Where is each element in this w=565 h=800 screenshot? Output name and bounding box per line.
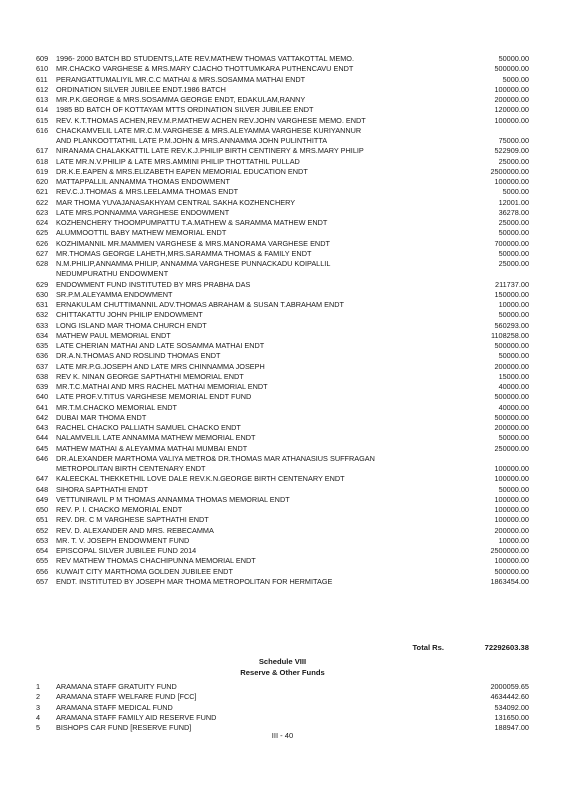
table-row: [36, 300, 529, 310]
row-amount: 2500000.00: [490, 166, 529, 176]
row-amount: 100000.00: [494, 474, 529, 484]
row-number: 614: [36, 105, 49, 115]
row-description: NALAMVELIL LATE ANNAMMA MATHEW MEMORIAL ENDT: [56, 433, 256, 443]
row-description: ARAMANA STAFF GRATUITY FUND: [56, 682, 177, 691]
row-amount: 10000.00: [498, 535, 529, 545]
row-description: ALUMMOOTTIL BABY MATHEW MEMORIAL ENDT: [56, 228, 227, 238]
table-row: [36, 485, 529, 495]
row-number: 619: [36, 166, 49, 176]
row-amount: 100000.00: [494, 115, 529, 125]
table-row: [36, 157, 529, 167]
table-row: [36, 269, 529, 279]
row-number: 656: [36, 566, 49, 576]
table-row: [36, 239, 529, 249]
row-description: ENDOWMENT FUND INSTITUTED BY MRS PRABHA DAS: [56, 279, 251, 289]
table-row: [36, 495, 529, 505]
schedule-title: Schedule VIII: [258, 657, 307, 666]
row-number: 4: [36, 712, 41, 722]
row-number: 657: [36, 576, 49, 586]
table-row: [36, 567, 529, 577]
schedule-subtitle: Reserve & Other Funds: [240, 668, 325, 677]
row-description: PERANGATTUMALIYIL MR.C.C MATHAI & MRS.SOSAMMA MATHAI ENDT: [56, 74, 306, 84]
table-row: [36, 505, 529, 515]
table-row: [36, 208, 529, 218]
row-number: 624: [36, 218, 49, 227]
row-description: MATHEW PAUL MEMORIAL ENDT: [56, 330, 171, 340]
total-label: Total Rs.: [412, 643, 444, 652]
row-description: EPISCOPAL SILVER JUBILEE FUND 2014: [56, 546, 197, 555]
row-description: METROPOLITAN BIRTH CENTENARY ENDT: [56, 464, 206, 473]
row-amount: 100000.00: [494, 494, 529, 504]
table-row: [36, 392, 529, 402]
row-description: DR.A.N.THOMAS AND ROSLIND THOMAS ENDT: [56, 351, 221, 361]
row-description: REV. K.T.THOMAS ACHEN,REV.M.P.MATHEW ACHEN REV.JOHN VARGHESE MEMO. ENDT: [56, 115, 366, 125]
row-amount: 200000.00: [494, 95, 529, 104]
table-row: [36, 413, 529, 423]
row-description: ORDINATION SILVER JUBILEE ENDT.1986 BATCH: [56, 84, 226, 94]
row-amount: 25000.00: [498, 259, 529, 268]
row-number: 633: [36, 320, 49, 330]
row-number: 654: [36, 546, 49, 555]
row-description: SIHORA SAPTHATHI ENDT: [56, 484, 148, 494]
row-number: 628: [36, 259, 49, 268]
row-amount: 500000.00: [494, 566, 529, 576]
row-description: BISHOPS CAR FUND [RESERVE FUND]: [56, 723, 192, 732]
table-row: [36, 474, 529, 484]
row-description: KUWAIT CITY MARTHOMA GOLDEN JUBILEE ENDT: [56, 566, 233, 576]
row-amount: 534092.00: [494, 702, 529, 712]
table-row: [36, 546, 529, 556]
row-description: ENDT. INSTITUTED BY JOSEPH MAR THOMA METROPOLITAN FOR HERMITAGE: [56, 576, 333, 586]
row-description: MAR THOMA YUVAJANASAKHYAM CENTRAL SAKHA KOZHENCHERY: [56, 197, 296, 207]
table-row: [36, 515, 529, 525]
row-number: 644: [36, 433, 49, 443]
row-description: ARAMANA STAFF WELFARE FUND [FCC]: [56, 692, 197, 702]
row-amount: 15000.00: [498, 371, 529, 381]
row-number: 652: [36, 525, 49, 535]
row-description: ARAMANA STAFF MEDICAL FUND: [56, 702, 173, 712]
row-amount: 150000.00: [494, 289, 529, 299]
row-description: KOZHIMANNIL MR.MAMMEN VARGHESE & MRS.MANORAMA VARGHESE ENDT: [56, 238, 330, 248]
row-amount: 2000059.65: [490, 682, 529, 691]
row-description: REV. D. ALEXANDER AND MRS. REBECAMMA: [56, 525, 214, 535]
row-description: LATE CHERIAN MATHAI AND LATE SOSAMMA MATHAI ENDT: [56, 341, 265, 350]
table-row: [36, 167, 529, 177]
row-number: 612: [36, 84, 49, 94]
row-amount: 50000.00: [498, 310, 529, 320]
row-description: LATE MR.N.V.PHILIP & LATE MRS.AMMINI PHILIP THOTTATHIL PULLAD: [56, 156, 300, 166]
row-description: REV. DR. C M VARGHESE SAPTHATHI ENDT: [56, 515, 209, 525]
row-amount: 120000.00: [494, 105, 529, 115]
table-row: [36, 526, 529, 536]
table-row: [36, 372, 529, 382]
row-amount: 200000.00: [494, 423, 529, 432]
row-amount: 50000.00: [498, 351, 529, 361]
row-amount: 250000.00: [494, 443, 529, 453]
row-amount: 500000.00: [494, 392, 529, 402]
row-amount: 131650.00: [494, 712, 529, 722]
row-description: LONG ISLAND MAR THOMA CHURCH ENDT: [56, 320, 207, 330]
table-row: [36, 713, 529, 723]
row-amount: 100000.00: [494, 84, 529, 94]
row-description: ARAMANA STAFF FAMILY AID RESERVE FUND: [56, 712, 217, 722]
row-number: 610: [36, 64, 49, 74]
row-amount: 75000.00: [498, 136, 529, 145]
row-number: 637: [36, 361, 49, 371]
row-number: 621: [36, 187, 49, 197]
row-number: 623: [36, 207, 49, 217]
row-description: NEDUMPURATHU ENDOWMENT: [56, 269, 169, 279]
row-amount: 522909.00: [494, 146, 529, 156]
row-number: 630: [36, 289, 49, 299]
row-number: 642: [36, 412, 49, 422]
row-description: REV. P. I. CHACKO MEMORIAL ENDT: [56, 505, 183, 514]
table-row: [36, 341, 529, 351]
table-row: [36, 464, 529, 474]
row-number: 634: [36, 330, 49, 340]
row-amount: 500000.00: [494, 341, 529, 350]
row-amount: 211737.00: [495, 279, 529, 289]
table-row: [36, 116, 529, 126]
row-amount: 200000.00: [494, 361, 529, 371]
row-description: KALEECKAL THEKKETHIL LOVE DALE REV.K.N.GEORGE BIRTH CENTENARY ENDT: [56, 474, 345, 484]
row-amount: 188947.00: [494, 723, 529, 732]
table-row: [36, 259, 529, 269]
table-row: [36, 703, 529, 713]
row-number: 639: [36, 382, 49, 391]
row-amount: 1108258.00: [490, 330, 529, 340]
row-amount: 500000.00: [494, 64, 529, 74]
row-description: REV.C.J.THOMAS & MRS.LEELAMMA THOMAS ENDT: [56, 187, 239, 197]
row-amount: 50000.00: [498, 54, 529, 63]
row-number: 651: [36, 515, 49, 525]
row-description: AND PLANKOOTTATHIL LATE P.M.JOHN & MRS.ANNAMMA JOHN PULINTHITTA: [56, 136, 328, 145]
row-description: MR.P.K.GEORGE & MRS.SOSAMMA GEORGE ENDT, EDAKULAM,RANNY: [56, 95, 306, 104]
row-description: MR. T. V. JOSEPH ENDOWMENT FUND: [56, 535, 190, 545]
row-amount: 1863454.00: [490, 576, 529, 586]
row-number: 638: [36, 371, 49, 381]
row-description: MR.CHACKO VARGHESE & MRS.MARY CJACHO THOTTUMKARA PUTHENCAVU ENDT: [56, 64, 354, 74]
table-row: [36, 75, 529, 85]
row-description: REV K. NINAN GEORGE SAPTHATHI MEMORIAL ENDT: [56, 371, 244, 381]
row-description: MATTAPPALLIL ANNAMMA THOMAS ENDOWMENT: [56, 177, 230, 186]
row-number: 643: [36, 423, 49, 432]
table-row: [36, 321, 529, 331]
table-row: [36, 351, 529, 361]
table-row: [36, 403, 529, 413]
row-number: 618: [36, 156, 49, 166]
row-description: RACHEL CHACKO PALLIATH SAMUEL CHACKO ENDT: [56, 423, 241, 432]
row-description: N.M.PHILIP,ANNAMMA PHILIP, ANNAMMA VARGHESE PUNNACKADU KOIPALLIL: [56, 259, 331, 268]
row-number: 627: [36, 248, 49, 258]
table-row: [36, 556, 529, 566]
row-number: 635: [36, 341, 49, 350]
row-amount: 100000.00: [494, 464, 529, 473]
row-description: MR.THOMAS GEORGE LAHETH,MRS.SARAMMA THOMAS & FAMILY ENDT: [56, 248, 312, 258]
table-row: [36, 433, 529, 443]
row-number: 615: [36, 115, 49, 125]
row-number: 645: [36, 443, 49, 453]
row-amount: 560293.00: [494, 320, 529, 330]
table-row: [36, 692, 529, 702]
row-description: 1996- 2000 BATCH BD STUDENTS,LATE REV.MATHEW THOMAS VATTAKOTTAL MEMO.: [56, 54, 355, 63]
row-amount: 50000.00: [498, 484, 529, 494]
row-number: 641: [36, 402, 49, 412]
row-amount: 36278.00: [498, 207, 529, 217]
table-row: [36, 382, 529, 392]
row-description: DUBAI MAR THOMA ENDT: [56, 412, 147, 422]
table-row: [36, 177, 529, 187]
row-number: 646: [36, 453, 49, 463]
row-amount: 50000.00: [498, 228, 529, 238]
row-number: 636: [36, 351, 49, 361]
table-row: [36, 577, 529, 587]
table-row: [36, 54, 529, 64]
row-description: CHACKAMVELIL LATE MR.C.M.VARGHESE & MRS.ALEYAMMA VARGHESE KURIYANNUR: [56, 125, 362, 135]
table-row: [36, 146, 529, 156]
row-description: SR.P.M.ALEYAMMA ENDOWMENT: [56, 289, 173, 299]
row-amount: 700000.00: [494, 238, 529, 248]
table-row: [36, 290, 529, 300]
row-amount: 200000.00: [494, 525, 529, 535]
table-row: [36, 218, 529, 228]
row-description: 1985 BD BATCH OF KOTTAYAM MTTS ORDINATION SILVER JUBILEE ENDT: [56, 105, 314, 115]
row-description: MR.T.M.CHACKO MEMORIAL ENDT: [56, 402, 177, 412]
row-description: MATHEW MATHAI & ALEYAMMA MATHAI MUMBAI ENDT: [56, 443, 248, 453]
table-row: [36, 64, 529, 74]
row-amount: 25000.00: [498, 156, 529, 166]
row-number: 653: [36, 535, 49, 545]
table-row: [36, 136, 529, 146]
row-number: 617: [36, 146, 49, 156]
table-row: [36, 126, 529, 136]
row-amount: 50000.00: [498, 433, 529, 443]
row-amount: 10000.00: [498, 300, 529, 309]
table-row: [36, 187, 529, 197]
row-description: LATE MRS.PONNAMMA VARGHESE ENDOWMENT: [56, 207, 230, 217]
row-description: DR.ALEXANDER MARTHOMA VALIYA METRO& DR.THOMAS MAR ATHANASIUS SUFFRAGAN: [56, 453, 375, 463]
row-amount: 2500000.00: [490, 546, 529, 555]
row-amount: 100000.00: [494, 556, 529, 566]
table-row: [36, 95, 529, 105]
table-row: [36, 423, 529, 433]
row-number: 613: [36, 95, 49, 104]
row-number: 626: [36, 238, 49, 248]
row-number: 2: [36, 692, 41, 702]
row-number: 632: [36, 310, 49, 320]
row-description: KOZHENCHERY THOOMPUMPATTU T.A.MATHEW & SARAMMA MATHEW ENDT: [56, 218, 328, 227]
row-description: ERNAKULAM CHUTTIMANNIL ADV.THOMAS ABRAHAM & SUSAN T.ABRAHAM ENDT: [56, 300, 345, 309]
row-number: 647: [36, 474, 49, 484]
row-description: NIRANAMA CHALAKKATTIL LATE REV.K.J.PHILIP BIRTH CENTINERY & MRS.MARY PHILIP: [56, 146, 364, 156]
row-amount: 25000.00: [498, 218, 529, 227]
row-number: 609: [36, 54, 49, 63]
row-number: 620: [36, 177, 49, 186]
row-number: 650: [36, 505, 49, 514]
row-description: LATE MR.P.G.JOSEPH AND LATE MRS CHINNAMMA JOSEPH: [56, 361, 265, 371]
row-description: MR.T.C.MATHAI AND MRS RACHEL MATHAI MEMORIAL ENDT: [56, 382, 268, 391]
endowment-list: [36, 54, 529, 587]
total-value: 72292603.38: [484, 643, 529, 652]
table-row: [36, 536, 529, 546]
row-description: VETTUNIRAVIL P M THOMAS ANNAMMA THOMAS MEMORIAL ENDT: [56, 494, 290, 504]
row-number: 622: [36, 197, 49, 207]
row-number: 648: [36, 484, 49, 494]
row-number: 3: [36, 702, 41, 712]
row-amount: 5000.00: [502, 74, 529, 84]
row-description: REV MATHEW THOMAS CHACHIPUNNA MEMORIAL ENDT: [56, 556, 256, 566]
table-row: [36, 249, 529, 259]
row-amount: 5000.00: [502, 187, 529, 197]
table-row: [36, 682, 529, 692]
row-description: LATE PROF.V.TITUS VARGHESE MEMORIAL ENDT FUND: [56, 392, 252, 402]
table-row: [36, 280, 529, 290]
row-amount: 40000.00: [498, 382, 529, 391]
table-row: [36, 454, 529, 464]
row-description: DR.K.E.EAPEN & MRS.ELIZABETH EAPEN MEMORIAL EDUCATION ENDT: [56, 166, 308, 176]
row-number: 649: [36, 494, 49, 504]
row-amount: 100000.00: [494, 515, 529, 525]
row-number: 1: [36, 682, 41, 691]
row-number: 616: [36, 125, 49, 135]
row-amount: 50000.00: [498, 248, 529, 258]
row-amount: 100000.00: [494, 505, 529, 514]
total-row: [36, 642, 529, 654]
table-row: [36, 198, 529, 208]
table-row: [36, 228, 529, 238]
table-row: [36, 310, 529, 320]
page-number: III - 40: [271, 731, 294, 740]
row-number: 655: [36, 556, 49, 566]
table-row: [36, 85, 529, 95]
row-description: CHITTAKATTU JOHN PHILIP ENDOWMENT: [56, 310, 203, 320]
row-number: 631: [36, 300, 49, 309]
table-row: [36, 105, 529, 115]
row-amount: 100000.00: [494, 177, 529, 186]
row-amount: 12001.00: [498, 197, 529, 207]
row-amount: 40000.00: [498, 402, 529, 412]
row-number: 5: [36, 723, 41, 732]
row-number: 625: [36, 228, 49, 238]
row-amount: 4634442.60: [490, 692, 529, 702]
table-row: [36, 444, 529, 454]
row-number: 629: [36, 279, 49, 289]
row-number: 640: [36, 392, 49, 402]
table-row: [36, 362, 529, 372]
row-amount: 500000.00: [494, 412, 529, 422]
row-number: 611: [36, 74, 48, 84]
table-row: [36, 331, 529, 341]
reserve-fund-list: [36, 682, 529, 733]
